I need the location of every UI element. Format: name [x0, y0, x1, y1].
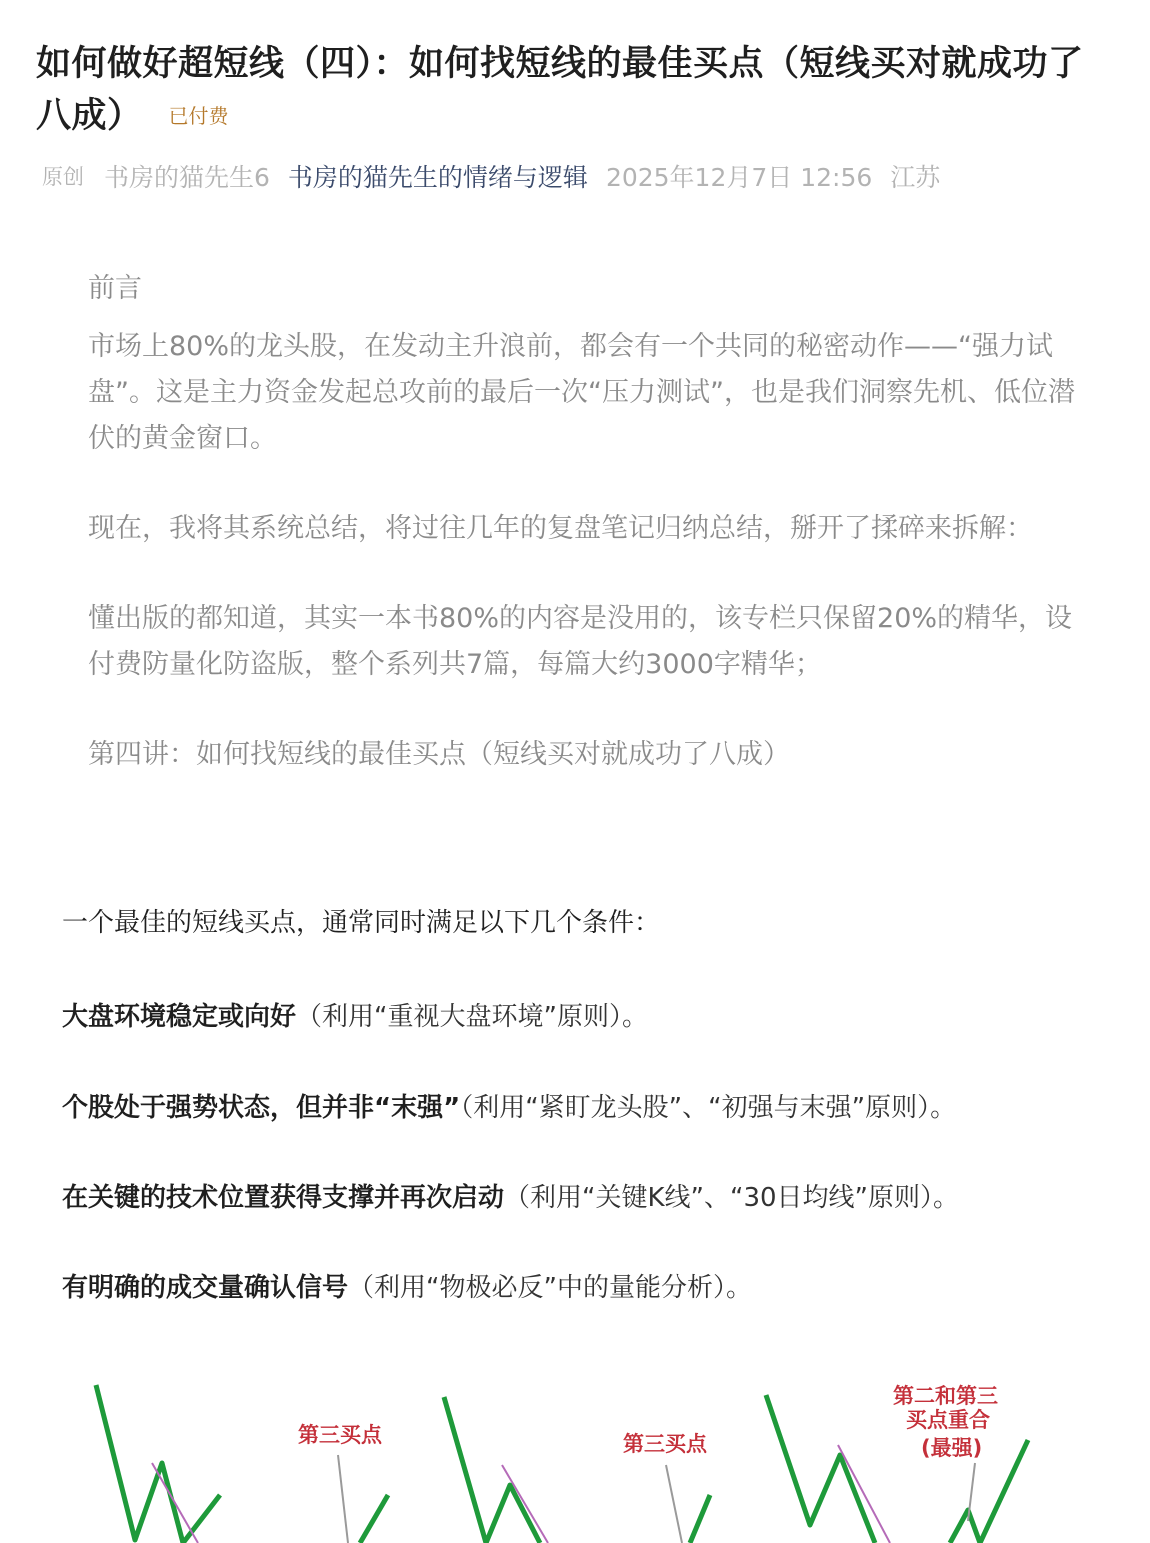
original-tag: 原创: [42, 165, 84, 189]
figure-label: (最强): [921, 1436, 983, 1460]
price-line: [690, 1495, 710, 1543]
price-line: [444, 1397, 540, 1543]
price-line: [360, 1495, 388, 1543]
condition-item: 个股处于强势状态，但并非“末强”（利用“紧盯龙头股”、“初强与末强”原则）。: [62, 1093, 957, 1123]
pointer-line: [666, 1465, 682, 1543]
intro-para-3: 懂出版的都知道，其实一本书80%的内容是没用的，该专栏只保留20%的精华，设付费防量化防盗版，整个系列共7篇，每篇大约3000字精华；: [88, 603, 1073, 680]
author-name[interactable]: 书房的猫先生6: [104, 163, 270, 192]
trend-line: [838, 1445, 890, 1543]
condition-item: 有明确的成交量确认信号（利用“物极必反”中的量能分析）。: [62, 1273, 752, 1303]
condition-item: 大盘环境稳定或向好（利用“重视大盘环境”原则）。: [62, 1002, 648, 1032]
figure-label: 买点重合: [906, 1408, 990, 1432]
article-meta: [42, 158, 940, 194]
figure-label: 第二和第三: [893, 1384, 998, 1408]
buy-point-diagram: [70, 1345, 1070, 1543]
intro-para-2: 现在，我将其系统总结，将过往几年的复盘笔记归纳总结，掰开了揉碎来拆解：: [88, 513, 1033, 544]
intro-quote: [88, 266, 1078, 778]
article-title-text: 如何做好超短线（四）：如何找短线的最佳买点（短线买对就成功了八成）: [36, 44, 1084, 136]
figure-label: 第三买点: [623, 1432, 707, 1456]
price-line: [96, 1385, 220, 1543]
price-line: [766, 1395, 875, 1543]
conditions-lead: 一个最佳的短线买点，通常同时满足以下几个条件：: [62, 908, 661, 938]
condition-item: 在关键的技术位置获得支撑并再次启动（利用“关键K线”、“30日均线”原则）。: [62, 1183, 960, 1213]
intro-para-1: 市场上80%的龙头股，在发动主升浪前，都会有一个共同的秘密动作——“强力试盘”。这是主力资金发起总攻前的最后一次“压力测试”，也是我们洞察先机、低位潜伏的黄金窗口。: [88, 331, 1075, 454]
publish-datetime: 2025年12月7日 12:56: [605, 163, 873, 192]
publish-location: 江苏: [890, 163, 941, 192]
trend-line: [152, 1463, 198, 1543]
pointer-line: [338, 1455, 348, 1543]
trend-line: [502, 1465, 548, 1543]
paid-badge: 已付费: [168, 104, 229, 128]
pointer-line: [968, 1463, 975, 1521]
account-link[interactable]: 书房的猫先生的情绪与逻辑: [287, 163, 588, 192]
intro-para-4: 第四讲：如何找短线的最佳买点（短线买对就成功了八成）: [88, 739, 790, 770]
article-title: [36, 38, 1116, 142]
intro-heading: 前言: [88, 273, 142, 304]
figure-label: 第三买点: [298, 1423, 382, 1447]
